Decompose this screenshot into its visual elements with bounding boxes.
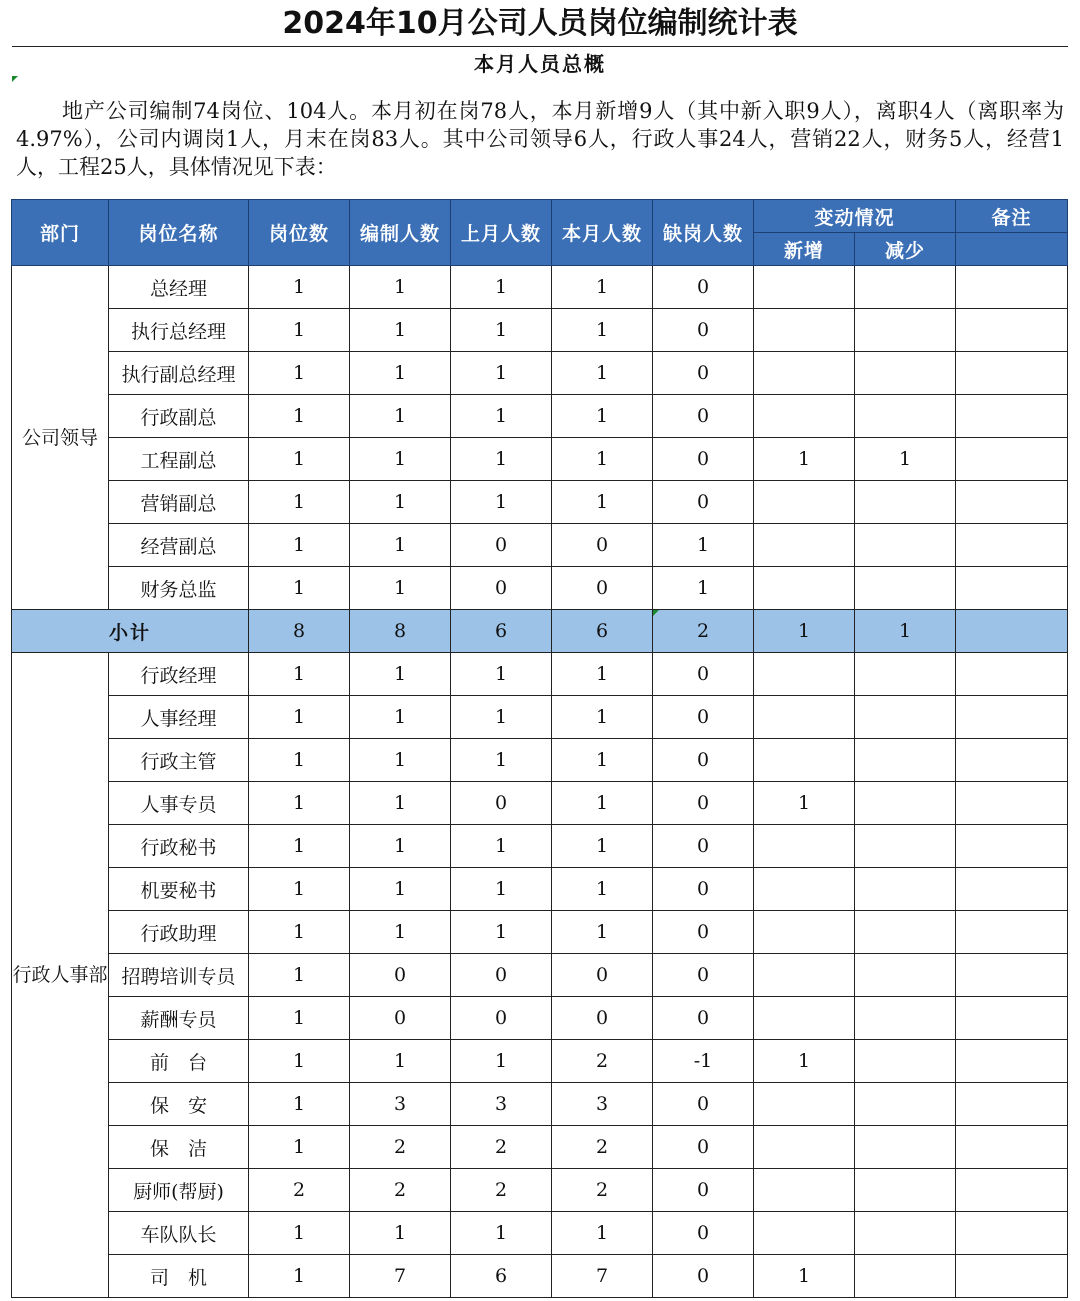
remark-cell — [956, 868, 1068, 911]
vacancy-cell: 0 — [653, 911, 754, 954]
vacancy-cell: 0 — [653, 954, 754, 997]
vacancy-cell: 1 — [653, 567, 754, 610]
table-row — [12, 1255, 1068, 1298]
current-month-cell: 0 — [552, 524, 653, 567]
subtotal-label: 小计 — [12, 610, 249, 653]
current-month-cell: 1 — [552, 911, 653, 954]
subtotal-value: 6 — [494, 620, 508, 642]
quota-cell: 1 — [350, 481, 451, 524]
reduced-cell — [855, 1255, 956, 1298]
header-remark-blank — [956, 233, 1068, 266]
quota-cell: 1 — [350, 868, 451, 911]
last-month-cell: 1 — [451, 395, 552, 438]
posts-cell: 1 — [249, 739, 350, 782]
added-cell — [754, 653, 855, 696]
position-name-cell: 人事专员 — [109, 782, 249, 825]
reduced-cell — [855, 309, 956, 352]
current-month-cell: 1 — [552, 395, 653, 438]
remark-cell — [956, 266, 1068, 309]
header-reduced: 减少 — [855, 233, 956, 266]
vacancy-cell: 0 — [653, 1212, 754, 1255]
vacancy-cell: 0 — [653, 481, 754, 524]
quota-cell: 1 — [350, 825, 451, 868]
vacancy-cell: 1 — [653, 524, 754, 567]
remark-cell — [956, 997, 1068, 1040]
added-cell — [754, 567, 855, 610]
added-cell — [754, 395, 855, 438]
subtotal-row — [12, 610, 1068, 653]
remark-cell — [956, 1040, 1068, 1083]
current-month-cell: 1 — [552, 438, 653, 481]
last-month-cell: 1 — [451, 653, 552, 696]
table-row — [12, 1126, 1068, 1169]
last-month-cell: 1 — [451, 868, 552, 911]
reduced-cell — [855, 1083, 956, 1126]
posts-cell: 1 — [249, 1126, 350, 1169]
current-month-cell: 1 — [552, 266, 653, 309]
position-name-cell: 行政副总 — [109, 395, 249, 438]
quota-cell: 3 — [350, 1083, 451, 1126]
subtotal-value: 8 — [292, 620, 306, 642]
remark-cell — [956, 1083, 1068, 1126]
remark-cell — [956, 1169, 1068, 1212]
table-row — [12, 395, 1068, 438]
added-cell — [754, 997, 855, 1040]
remark-cell — [956, 567, 1068, 610]
table-row — [12, 739, 1068, 782]
header-change: 变动情况 — [754, 200, 956, 233]
reduced-cell — [855, 395, 956, 438]
remark-cell — [956, 825, 1068, 868]
quota-cell: 1 — [350, 1212, 451, 1255]
last-month-cell: 1 — [451, 266, 552, 309]
last-month-cell: 1 — [451, 696, 552, 739]
table-row — [12, 911, 1068, 954]
vacancy-cell: 0 — [653, 309, 754, 352]
subtotal-value: 1 — [898, 620, 912, 642]
subtotal-value: 1 — [797, 620, 811, 642]
current-month-cell: 1 — [552, 696, 653, 739]
title-underline — [12, 46, 1068, 47]
remark-cell — [956, 481, 1068, 524]
last-month-cell: 6 — [451, 1255, 552, 1298]
subtotal-vacancy-cell — [653, 610, 754, 653]
subtotal-remark-cell — [956, 610, 1068, 653]
added-cell — [754, 309, 855, 352]
remark-cell — [956, 911, 1068, 954]
reduced-cell: 1 — [855, 438, 956, 481]
reduced-cell — [855, 266, 956, 309]
last-month-cell: 1 — [451, 309, 552, 352]
posts-cell: 1 — [249, 997, 350, 1040]
posts-cell: 1 — [249, 1083, 350, 1126]
reduced-cell — [855, 567, 956, 610]
posts-cell: 1 — [249, 438, 350, 481]
current-month-cell: 1 — [552, 825, 653, 868]
last-month-cell: 0 — [451, 567, 552, 610]
subtotal-last-month-cell — [451, 610, 552, 653]
vacancy-cell: 0 — [653, 1126, 754, 1169]
current-month-cell: 1 — [552, 653, 653, 696]
reduced-cell — [855, 653, 956, 696]
reduced-cell — [855, 997, 956, 1040]
section-subtitle: 本月人员总概 — [474, 52, 606, 76]
header-dept: 部门 — [12, 200, 109, 266]
table-row — [12, 997, 1068, 1040]
table-row — [12, 352, 1068, 395]
remark-cell — [956, 696, 1068, 739]
table-row — [12, 782, 1068, 825]
posts-cell: 1 — [249, 567, 350, 610]
last-month-cell: 1 — [451, 1040, 552, 1083]
posts-cell: 1 — [249, 782, 350, 825]
added-cell: 1 — [754, 438, 855, 481]
subtotal-quota-cell — [350, 610, 451, 653]
current-month-cell: 0 — [552, 567, 653, 610]
vacancy-cell: 0 — [653, 696, 754, 739]
quota-cell: 2 — [350, 1169, 451, 1212]
current-month-cell: 1 — [552, 309, 653, 352]
remark-cell — [956, 438, 1068, 481]
current-month-cell: 1 — [552, 1212, 653, 1255]
position-name-cell: 执行副总经理 — [109, 352, 249, 395]
posts-cell: 1 — [249, 309, 350, 352]
remark-cell — [956, 739, 1068, 782]
reduced-cell — [855, 1169, 956, 1212]
position-name-cell: 机要秘书 — [109, 868, 249, 911]
position-name-cell: 总经理 — [109, 266, 249, 309]
posts-cell: 1 — [249, 524, 350, 567]
table-body — [12, 266, 1068, 1298]
added-cell — [754, 524, 855, 567]
reduced-cell — [855, 352, 956, 395]
subtotal-value: 6 — [595, 620, 609, 642]
last-month-cell: 3 — [451, 1083, 552, 1126]
reduced-cell — [855, 1040, 956, 1083]
current-month-cell: 1 — [552, 868, 653, 911]
position-name-cell: 行政助理 — [109, 911, 249, 954]
position-name-cell: 财务总监 — [109, 567, 249, 610]
reduced-cell — [855, 868, 956, 911]
quota-cell: 0 — [350, 997, 451, 1040]
remark-cell — [956, 653, 1068, 696]
remark-cell — [956, 309, 1068, 352]
table-row — [12, 567, 1068, 610]
header-position: 岗位名称 — [109, 200, 249, 266]
added-cell — [754, 1169, 855, 1212]
table-row — [12, 1083, 1068, 1126]
remark-cell — [956, 1212, 1068, 1255]
table-row — [12, 266, 1068, 309]
position-name-cell: 保 安 — [109, 1083, 249, 1126]
quota-cell: 0 — [350, 954, 451, 997]
header-added: 新增 — [754, 233, 855, 266]
header-vacancy: 缺岗人数 — [653, 200, 754, 266]
reduced-cell — [855, 739, 956, 782]
posts-cell: 1 — [249, 653, 350, 696]
current-month-cell: 7 — [552, 1255, 653, 1298]
posts-cell: 1 — [249, 266, 350, 309]
added-cell: 1 — [754, 1040, 855, 1083]
quota-cell: 2 — [350, 1126, 451, 1169]
added-cell — [754, 911, 855, 954]
reduced-cell — [855, 911, 956, 954]
dept-cell: 公司领导 — [12, 266, 109, 610]
position-name-cell: 工程副总 — [109, 438, 249, 481]
quota-cell: 1 — [350, 309, 451, 352]
subtotal-value: 8 — [393, 620, 407, 642]
cell-comment-marker-icon — [12, 76, 18, 82]
current-month-cell: 2 — [552, 1169, 653, 1212]
position-name-cell: 司 机 — [109, 1255, 249, 1298]
position-name-cell: 营销副总 — [109, 481, 249, 524]
subtotal-value: 2 — [696, 620, 710, 642]
vacancy-cell: 0 — [653, 1255, 754, 1298]
table-row — [12, 481, 1068, 524]
current-month-cell: 1 — [552, 739, 653, 782]
current-month-cell: 0 — [552, 954, 653, 997]
position-name-cell: 前 台 — [109, 1040, 249, 1083]
added-cell — [754, 825, 855, 868]
posts-cell: 1 — [249, 954, 350, 997]
table-row — [12, 524, 1068, 567]
last-month-cell: 2 — [451, 1126, 552, 1169]
table-row — [12, 1040, 1068, 1083]
last-month-cell: 0 — [451, 524, 552, 567]
quota-cell: 1 — [350, 395, 451, 438]
last-month-cell: 0 — [451, 782, 552, 825]
quota-cell: 1 — [350, 438, 451, 481]
quota-cell: 1 — [350, 653, 451, 696]
page-title: 2024年10月公司人员岗位编制统计表 — [282, 6, 798, 41]
last-month-cell: 1 — [451, 1212, 552, 1255]
position-name-cell: 薪酬专员 — [109, 997, 249, 1040]
quota-cell: 1 — [350, 266, 451, 309]
table-row — [12, 653, 1068, 696]
summary-paragraph: 地产公司编制74岗位、104人。本月初在岗78人，本月新增9人（其中新入职9人），离职4人（离职率为4.97%），公司内调岗1人，月末在岗83人。其中公司领导6人，行政人事24人，营销22人，财务5人，经营1人，工程25人，具体情况见下表： — [16, 99, 1064, 179]
position-name-cell: 经营副总 — [109, 524, 249, 567]
quota-cell: 1 — [350, 696, 451, 739]
table-row — [12, 868, 1068, 911]
remark-cell — [956, 524, 1068, 567]
posts-cell: 1 — [249, 1255, 350, 1298]
position-name-cell: 招聘培训专员 — [109, 954, 249, 997]
position-name-cell: 行政秘书 — [109, 825, 249, 868]
vacancy-cell: 0 — [653, 395, 754, 438]
subtotal-current-month-cell — [552, 610, 653, 653]
table-row — [12, 309, 1068, 352]
added-cell: 1 — [754, 1255, 855, 1298]
remark-cell — [956, 395, 1068, 438]
reduced-cell — [855, 524, 956, 567]
current-month-cell: 1 — [552, 481, 653, 524]
table-row — [12, 696, 1068, 739]
last-month-cell: 1 — [451, 911, 552, 954]
reduced-cell — [855, 696, 956, 739]
current-month-cell: 0 — [552, 997, 653, 1040]
table-row — [12, 1212, 1068, 1255]
table-row — [12, 1169, 1068, 1212]
added-cell — [754, 739, 855, 782]
reduced-cell — [855, 782, 956, 825]
quota-cell: 1 — [350, 739, 451, 782]
reduced-cell — [855, 954, 956, 997]
added-cell — [754, 954, 855, 997]
last-month-cell: 1 — [451, 481, 552, 524]
subtotal-added-cell — [754, 610, 855, 653]
last-month-cell: 1 — [451, 352, 552, 395]
dept-cell: 行政人事部 — [12, 653, 109, 1298]
cell-comment-marker-icon — [653, 610, 659, 616]
last-month-cell: 0 — [451, 954, 552, 997]
quota-cell: 1 — [350, 524, 451, 567]
last-month-cell: 1 — [451, 739, 552, 782]
last-month-cell: 2 — [451, 1169, 552, 1212]
vacancy-cell: 0 — [653, 653, 754, 696]
added-cell — [754, 868, 855, 911]
position-name-cell: 厨师(帮厨) — [109, 1169, 249, 1212]
posts-cell: 1 — [249, 696, 350, 739]
posts-cell: 1 — [249, 1212, 350, 1255]
current-month-cell: 1 — [552, 352, 653, 395]
added-cell — [754, 481, 855, 524]
vacancy-cell: 0 — [653, 739, 754, 782]
header-current-month: 本月人数 — [552, 200, 653, 266]
position-name-cell: 保 洁 — [109, 1126, 249, 1169]
quota-cell: 1 — [350, 911, 451, 954]
vacancy-cell: 0 — [653, 1083, 754, 1126]
header-posts: 岗位数 — [249, 200, 350, 266]
posts-cell: 2 — [249, 1169, 350, 1212]
vacancy-cell: 0 — [653, 1169, 754, 1212]
last-month-cell: 0 — [451, 997, 552, 1040]
position-name-cell: 人事经理 — [109, 696, 249, 739]
header-remark: 备注 — [956, 200, 1068, 233]
added-cell: 1 — [754, 782, 855, 825]
vacancy-cell: -1 — [653, 1040, 754, 1083]
staffing-table — [11, 199, 1068, 1298]
posts-cell: 1 — [249, 481, 350, 524]
vacancy-cell: 0 — [653, 782, 754, 825]
table-row — [12, 438, 1068, 481]
quota-cell: 1 — [350, 782, 451, 825]
position-name-cell: 行政主管 — [109, 739, 249, 782]
remark-cell — [956, 954, 1068, 997]
reduced-cell — [855, 825, 956, 868]
subtotal-posts-cell — [249, 610, 350, 653]
vacancy-cell: 0 — [653, 868, 754, 911]
vacancy-cell: 0 — [653, 266, 754, 309]
subtotal-reduced-cell — [855, 610, 956, 653]
current-month-cell: 2 — [552, 1126, 653, 1169]
position-name-cell: 车队队长 — [109, 1212, 249, 1255]
vacancy-cell: 0 — [653, 352, 754, 395]
vacancy-cell: 0 — [653, 438, 754, 481]
table-row — [12, 825, 1068, 868]
added-cell — [754, 266, 855, 309]
table-row — [12, 954, 1068, 997]
posts-cell: 1 — [249, 911, 350, 954]
remark-cell — [956, 352, 1068, 395]
current-month-cell: 2 — [552, 1040, 653, 1083]
posts-cell: 1 — [249, 868, 350, 911]
quota-cell: 1 — [350, 1040, 451, 1083]
header-row — [12, 200, 1068, 233]
reduced-cell — [855, 1126, 956, 1169]
added-cell — [754, 1083, 855, 1126]
quota-cell: 1 — [350, 352, 451, 395]
posts-cell: 1 — [249, 1040, 350, 1083]
remark-cell — [956, 782, 1068, 825]
vacancy-cell: 0 — [653, 825, 754, 868]
position-name-cell: 行政经理 — [109, 653, 249, 696]
vacancy-cell: 0 — [653, 997, 754, 1040]
reduced-cell — [855, 481, 956, 524]
posts-cell: 1 — [249, 352, 350, 395]
added-cell — [754, 1126, 855, 1169]
last-month-cell: 1 — [451, 438, 552, 481]
current-month-cell: 3 — [552, 1083, 653, 1126]
posts-cell: 1 — [249, 825, 350, 868]
added-cell — [754, 352, 855, 395]
last-month-cell: 1 — [451, 825, 552, 868]
current-month-cell: 1 — [552, 782, 653, 825]
posts-cell: 1 — [249, 395, 350, 438]
position-name-cell: 执行总经理 — [109, 309, 249, 352]
remark-cell — [956, 1126, 1068, 1169]
remark-cell — [956, 1255, 1068, 1298]
added-cell — [754, 696, 855, 739]
header-quota: 编制人数 — [350, 200, 451, 266]
added-cell — [754, 1212, 855, 1255]
header-last-month: 上月人数 — [451, 200, 552, 266]
reduced-cell — [855, 1212, 956, 1255]
quota-cell: 1 — [350, 567, 451, 610]
quota-cell: 7 — [350, 1255, 451, 1298]
